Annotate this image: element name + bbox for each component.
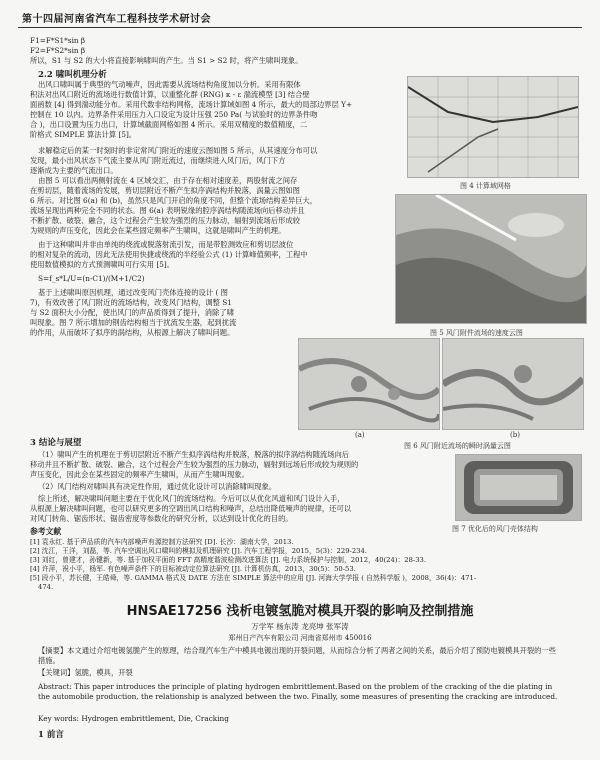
running-header: 第十四届河南省汽车工程科技学术研讨会 [22,14,211,25]
article-authors: 万学军 杨东涛 龙亮坤 张军涛 [251,622,349,631]
body-line: 面函数 [4] 得到湍动能分布。采用代数非结构网格，流场计算域如图 4 所示，最大的局部边界层 Y+ [30,100,353,109]
body-line: 的相对复杂的流动，因此无法使用快捷或绕流的半经验公式 (1) 计算峰值频率，工程中 [30,250,308,259]
figure-5-caption: 图 5 风门附件流场的速度云图 [430,329,523,337]
reference-item: [3] 刘红，曾建才，孙键新，等. 基于加权平面的 FFT 高精度谐波检测改进算法 [J]. 电力系统保护与控制，2012，40(24)：28-33. [30,556,427,564]
keywords-cn: 【关键词】氢脆，模具，开裂 [38,668,133,677]
formula-line: F2=F*S2*sin β [30,46,86,55]
body-line: 声压变化，因此会在某些固定的频率产生啸叫，从而产生啸叫现象。 [30,470,249,479]
vorticity-b [443,339,583,429]
body-line: 7)，有效改善了风门附近的流场结构，改变风门结构，调整 S1 [30,298,232,307]
figure-4-mesh [407,76,579,178]
body-line: 控制在 10 以内。边界条件采用压力入口设定为设计压强 250 Pa( 与试验时的边界条件吻 [30,110,318,119]
body-line: 为规则的声压变化，因此会在某些固定频率产生啸叫，这就是啸叫产生的机理。 [30,226,286,235]
abstract-en: Abstract: This paper introduces the principle of plating hydrogen embrittlement.Based on the problem of the cracking of the die plating in the automobile production, the relationship is analyzed between the two. Finally, some measures of presenting the cracking are introduced. [38,682,558,701]
article-affiliation: 郑州日产汽车有限公司 河南省郑州市 450016 [228,634,372,642]
body-line: 流场呈现出两种完全不同的状态。图 6(a) 表明锐缘的腔序涡结构随流场向后移动并且 [30,206,305,215]
abstract-cn: 【摘要】本文通过介绍电镀氢脆产生的原理，结合现汽车生产中模具电镀出现的开裂问题，从而综合分析了两者之间的关系，最后介绍了预防电镀模具开裂的一些措施。 [38,646,557,665]
mesh-drawing [408,77,578,177]
housing-drawing [456,455,581,520]
reference-item: [4] 许萍，祝小平，杨军. 有色噪声条件下的目标被动定位算法研究 [J]. 计算机仿真，2013，30(5)：50-53. [30,565,356,573]
article-title: HNSAE17256 浅析电镀氢脆对模具开裂的影响及控制措施 [126,604,474,619]
body-line: 阶格式 SIMPLE 算法计算 [5]。 [30,130,137,139]
figure-6a [298,338,440,430]
body-line: 综上所述，解决啸叫问题主要在于优化风门的流场结构。今后可以从优化风道和风门设计入手， [38,494,345,503]
body-line: 的作用，从而破坏了拟序的涡结构，从根源上解决了啸叫问题。 [30,328,235,337]
body-line: 与 S2 面积大小分配，使出风门的声品质得到了提升，消除了啸 [30,308,234,317]
formula-line: F1=F*S1*sin β [30,36,86,45]
section-heading: 2.2 啸叫机理分析 [38,70,107,80]
reference-item: 474. [38,583,54,591]
body-line: 6 所示。对比图 6(a) 和 (b)，虽然只是风门开启的角度不同，但整个流场结构差异巨大， [30,196,318,205]
body-line: （2）风门结构对啸叫具有决定性作用，通过优化设计可以消除啸叫现象。 [38,482,277,491]
body-line: 基于上述啸叫原因机理，通过改变风门壳体连接的设计 ( 图 [38,288,228,297]
body-line: 对风门转角、锯齿形状、锯齿密度等参数化的研究分析，以达到设计优化的目的。 [30,514,293,523]
body-line: 积法对出风口附近的流场进行数值计算，以重整化群 (RNG) κ - ε 湍流模型 [3] 结合壁 [30,90,310,99]
body-line: 由图 5 可以看出两侧射流在 4 区域交汇，由于存在相对速度差，两股射流之间存 [38,176,298,185]
body-line: 叫现象。图 7 所示增加的钢齿结构相当于扰流发生器，起到扰流 [30,318,237,327]
vorticity-a [299,339,439,429]
body-line: 求解稳定后的某一时刻时的非定常风门附近的速度云图如图 5 所示，从其速度分布可以 [38,146,318,155]
body-line: 发现，最小出风状态下气流主要从风门附近流过，而继续进入风门后，风门下方 [30,156,286,165]
body-line: 由于这种啸叫并非由单纯的绕流或脱落射流引发，而是带腔测效应和剪切层波位 [38,240,294,249]
velocity-contour [396,195,586,323]
figure-5-velocity [395,194,587,324]
figure-4-caption: 图 4 计算域网格 [460,182,511,190]
figure-6a-label: (a) [355,431,365,439]
figure-7-caption: 图 7 优化后的风门壳体结构 [452,525,538,533]
equation: S=f_s*L/U=(n-C1)/(M+1/C2) [38,274,145,283]
body-line: 从根源上解决啸叫问题，也可以研究更多的空调出风口结构和噪声，总结出降低噪声的规律，还可以 [30,504,352,513]
section-heading: 3 结论与展望 [30,438,82,448]
body-line: 合 )，出口设置为压力出口，计算域截面网格如图 4 所示。采用双精度的数值精度，二 [30,120,308,129]
figure-7-housing [455,454,582,521]
references-heading: 参考文献 [30,527,62,536]
body-line: 出风口啸叫属于典型的气动噪声，因此需要从流场结构角度加以分析。采用有限体 [38,80,301,89]
reference-item: [1] 袁永红. 基于声品质的汽车内部噪声有源控制方法研究 [D]. 长沙：湖南大学，2013. [30,538,294,546]
figure-6-caption: 图 6 风门附近流场的瞬时涡量云图 [404,442,511,450]
body-line: 所以，S1 与 S2 的大小将直接影响啸叫的产生。当 S1 > S2 时，将产生啸叫现象。 [30,56,303,65]
header-rule [18,27,582,28]
section-heading: 1 前言 [38,730,64,740]
keywords-en: Key words: Hydrogen embrittlement, Die, Cracking [38,714,229,723]
body-line: 使用数值模拟的方式预测啸叫可行实用 [5]。 [30,260,174,269]
body-line: 移动并且不断扩散、破裂、融合，这个过程会产生较为强烈的压力脉动，辐射到远场后形成较为规则的 [30,460,359,469]
reference-item: [5] 段小平，苏长健，王皓舜，等. GAMMA 格式及 DATE 方法在 SIMPLE 算法中的应用 [J]. 河海大学学报 ( 自然科学版 )，2008，36(4)：471- [30,574,477,582]
figure-6b-label: (b) [510,431,520,439]
body-line: 不断扩散、破裂、融合，这个过程会产生较为强烈的压力脉动，辐射到流场后形成较 [30,216,300,225]
figure-6b [442,338,584,430]
body-line: （1）啸叫产生的机理在于剪切层附近不断产生拟序涡结构并脱落，脱落的拟序涡结构随流场向后 [38,450,350,459]
reference-item: [2] 沈江，王洋，刘磊，等. 汽车空调出风口啸叫的模拟及机理研究 [J]. 汽车工程学报，2015，5(3)：229-234. [30,547,367,555]
body-line: 在剪切层，随着流场的发展，剪切层附近不断产生拟序涡结构并脱落，涡量云图如图 [30,186,300,195]
body-line: 逐渐成为主要的气流出口。 [30,166,118,175]
